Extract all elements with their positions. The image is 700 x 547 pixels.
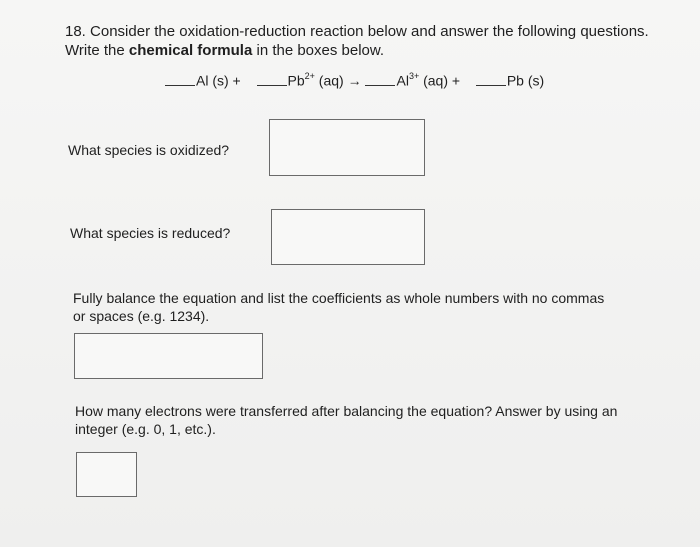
equation-term-al-ion-rest: (aq) + [423,72,461,89]
electrons-prompt-line1: How many electrons were transferred after balancing the equation? Answer by using an [75,403,618,419]
electrons-prompt-line2: integer (e.g. 0, 1, etc.). [75,421,216,437]
equation-term-al-solid: Al (s) + [196,72,241,89]
balance-prompt [73,289,673,325]
equation-term-al-ion-base: Al [396,72,409,89]
coefficient-blank-pb-ion [257,75,287,86]
redox-equation [165,72,544,89]
question-line2-suffix: in the boxes below. [252,42,385,59]
electrons-prompt [75,402,675,438]
question-line2-prefix: Write the [65,42,129,59]
question-line2-bold: chemical formula [128,42,253,59]
coefficient-blank-al [165,75,195,86]
coefficient-blank-al-ion [365,75,395,86]
equation-term-al-ion-charge: 3+ [408,71,420,81]
balance-prompt-line2: or spaces (e.g. 1234). [73,308,210,324]
electrons-answer-box[interactable] [76,452,137,497]
oxidized-prompt: What species is oxidized? [68,142,230,158]
equation-term-pb-ion-charge: 2+ [304,71,315,81]
reaction-arrow: → [347,72,362,89]
reduced-prompt: What species is reduced? [70,225,231,241]
question-header [65,22,685,60]
question-line1: Consider the oxidation-reduction reaction below and answer the following questions. [90,23,649,40]
equation-term-pb-solid: Pb (s) [506,72,545,89]
oxidized-answer-box[interactable] [269,119,425,176]
coefficient-blank-pb-solid [476,75,506,86]
balance-prompt-line1: Fully balance the equation and list the coefficients as whole numbers with no commas [73,290,605,306]
equation-term-pb-ion-rest: (aq) [318,72,344,89]
question-number: 18. [65,23,86,40]
reduced-answer-box[interactable] [271,209,425,265]
equation-term-pb-ion-base: Pb [287,72,305,89]
coefficients-answer-box[interactable] [74,333,263,379]
